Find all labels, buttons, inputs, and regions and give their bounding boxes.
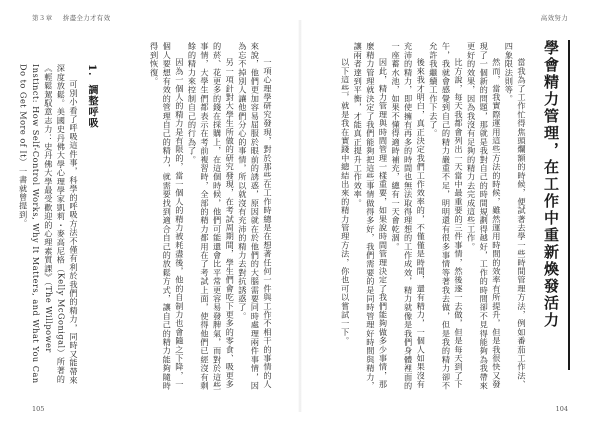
chapter-label: 第３章 xyxy=(32,14,53,22)
paragraph: 因此，精力管理與時間管理一樣重要，如果說時間管理決定了我們能夠做多少事情，那麼精力管理就決定了我們能夠把這些事情做得多好，我們需要的是同時管理好時間與精力，讓兩者達到平衡，才能真正提升工作效率。 xyxy=(353,42,389,390)
left-page-number: 105 xyxy=(32,405,45,413)
tip-heading xyxy=(84,64,99,129)
right-page-number: 104 xyxy=(555,405,568,413)
section-title: 學會精力管理，在工作中重新煥發活力 xyxy=(541,40,570,370)
left-running-header xyxy=(32,13,118,22)
paragraph: 比方說，每天我都會列出一天當中最重要的三件事情，然後逐一去做，但是每天到了下午，我就會感覺到自己的精力嚴重不足，明明還有很多事情等著我去做，但是我的精力卻不允許我繼續工作下去了。 xyxy=(428,42,465,390)
chapter-title: 拚盡全力才有效 xyxy=(62,14,111,22)
tip-body-text xyxy=(18,64,80,392)
paragraph: 可別小看了呼吸這件事，科學的呼吸方法不僅有利於我們的精力，同時又能帶來深度放鬆。美國史丹佛大學心理學家凱莉・麥高尼格（Kelly McGonigal）所著的《輕鬆駕馭意志力：史丹佛大學最受歡迎的心理素質課》（The Willpower Instinct: How Self-Control Works, Why It Matters, and What You Can Do to Get More of It）一書就曾提到。 xyxy=(18,64,79,385)
paragraph: 後來我才明白，真正決定我們工作效率的，不僅僅是時間，還有精力，一個人如果沒有充沛的精力，即使擁有再多的時間也無法取得理想的工作成效，精力就像是我們身體裡面的一座蓄水池，如果不懂得適時補充，總有一天會乾涸。 xyxy=(391,42,427,390)
paragraph: 一項心理學研究發現，對於那些在工作時總是在想著任何一件與工作不相干的事情的人來說，他們更加容易屈服於眼前的誘惑，原因就在於他們的大腦需要同時處理兩件事情，因為忘不掉別人讓他們分心的事情，所以就沒有充沛的精力去對抗誘惑了。 xyxy=(237,42,273,390)
tip-number: 1. xyxy=(86,64,97,77)
paragraph: 另一項針對大學生所做的研究發現，在考試周期間，學生們會吃下更多的零食、吸更多的菸、花更多的錢在採購上，在這個時候，他們可能還會比平常更容易發脾氣，而對於這些事情，大學生們都表示在考前複習時，全部的精力都用在了考試上面，使得他們已經沒有剩餘的精力來控制自己的行為了。 xyxy=(187,42,236,390)
tip-title: 調整呼吸 xyxy=(86,84,97,129)
paragraph: 以下這些，就是我在實踐中總結出來的精力管理方法，你也可以嘗試一下。 xyxy=(340,58,351,346)
paragraph: 然而，當我實際運用這些方法的時候，雖然運用時間的效率有所提升，但是我很快又發現了一個新的問題，那就是我對自己的時間規劃得越好，工作的時間卻不見得能夠為我帶來更好的效果，因為我沒有足夠的精力去完成這些工作。 xyxy=(466,42,502,390)
paragraph: 當我為了工作忙得焦頭爛額的時候，便試著去學一些時間管理方法，例如番茄工作法、四象限法則等。 xyxy=(504,42,527,389)
right-running-header: 高效努力 xyxy=(540,14,568,22)
right-page xyxy=(300,0,600,426)
right-body-text xyxy=(332,42,528,392)
paragraph: 因為一個人的精力是有限的，當一個人的精力被耗盡後，他的自制力也會隨之下降，一個人要想有效的管理自己的精力，就需要找到適合自己的放鬆方式，讓自己的精力能夠隨時得到恢復。 xyxy=(149,42,185,390)
